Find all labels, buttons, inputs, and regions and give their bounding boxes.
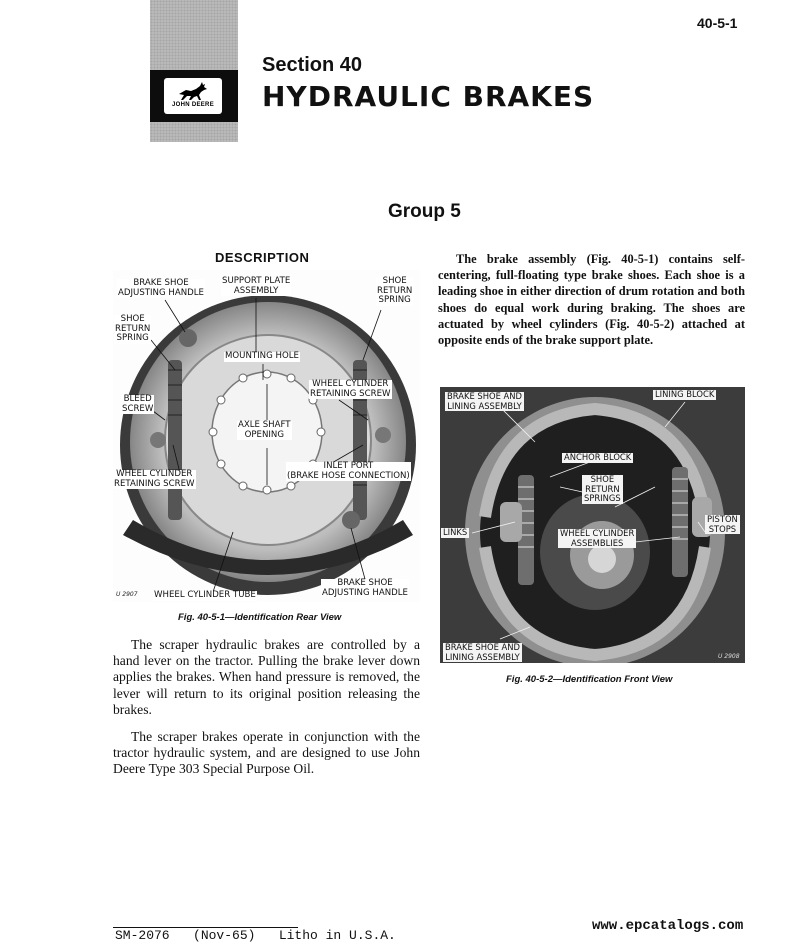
label-bleed-screw: BLEED SCREW [122, 394, 154, 414]
label-wheel-cylinder-retaining-screw-right: WHEEL CYLINDER RETAINING SCREW [310, 379, 391, 399]
figure1-id: U 2907 [116, 591, 138, 598]
description-heading: DESCRIPTION [215, 250, 310, 265]
figure1-caption: Fig. 40-5-1—Identification Rear View [178, 612, 342, 623]
figure2-caption: Fig. 40-5-2—Identification Front View [506, 674, 673, 685]
label-piston-stops: PISTON STOPS [707, 514, 738, 534]
label-lining-block: LINING BLOCK [655, 389, 715, 399]
brake-front-illustration [440, 387, 745, 663]
label-shoe-return-spring-right: SHOE RETURN SPRING [377, 276, 413, 305]
group-title: Group 5 [388, 201, 461, 222]
label-inlet-port: INLET PORT (BRAKE HOSE CONNECTION) [287, 461, 410, 481]
logo-plate [164, 78, 222, 114]
figure2-id: U 2908 [718, 653, 740, 660]
label-brake-shoe-lining-bottom: BRAKE SHOE AND LINING ASSEMBLY [445, 642, 521, 662]
label-wheel-cylinder-tube: WHEEL CYLINDER TUBE [154, 590, 256, 600]
label-anchor-block: ANCHOR BLOCK [564, 452, 632, 462]
label-shoe-return-springs: SHOE RETURN SPRINGS [584, 474, 621, 503]
logo-text: JOHN DEERE [171, 102, 214, 108]
deer-icon [177, 80, 209, 102]
label-support-plate-assembly: SUPPORT PLATE ASSEMBLY [222, 276, 291, 296]
section-label: Section 40 [262, 54, 363, 76]
label-shoe-return-spring-left: SHOE RETURN SPRING [115, 314, 151, 343]
label-links: LINKS [443, 527, 468, 537]
watermark: www.epcatalogs.com [592, 918, 744, 934]
footer-text: SM-2076 (Nov-65) Litho in U.S.A. [115, 928, 396, 943]
label-brake-shoe-adjusting-handle-bottom: BRAKE SHOE ADJUSTING HANDLE [322, 578, 408, 598]
section-title: HYDRAULIC BRAKES [262, 80, 595, 113]
john-deere-logo [150, 70, 238, 122]
label-wheel-cylinder-assemblies: WHEEL CYLINDER ASSEMBLIES [560, 528, 635, 548]
right-paragraph: The brake assembly (Fig. 40-5-1) contains self-centering, full-floating type brake shoes. Each shoe is a leading shoe in either direction of drum rotation and both shoes do equal work during braking. The shoes are actuated by wheel cylinders (Fig. 40-5-2) attached at opposite ends of the brake support plate. [438, 252, 745, 348]
left-paragraph-2: The scraper brakes operate in conjunction with the tractor hydraulic system, and are designed to use John Deere Type 303 Special Purpose Oil. [113, 729, 420, 777]
figure-rear-view [113, 270, 420, 602]
label-axle-shaft-opening: AXLE SHAFT OPENING [238, 420, 291, 440]
figure-front-view [440, 387, 745, 663]
label-wheel-cylinder-retaining-screw-left: WHEEL CYLINDER RETAINING SCREW [114, 469, 195, 489]
label-mounting-hole: MOUNTING HOLE [225, 351, 299, 361]
left-paragraph-1: The scraper hydraulic brakes are controlled by a hand lever on the tractor. Pulling the brake lever down applies the brakes. When hand pressure is removed, the lever will return to its original position releasing the brakes. [113, 637, 420, 717]
label-brake-shoe-adjusting-handle-top: BRAKE SHOE ADJUSTING HANDLE [118, 278, 204, 298]
label-brake-shoe-lining-top: BRAKE SHOE AND LINING ASSEMBLY [447, 391, 523, 411]
page-number: 40-5-1 [697, 15, 738, 31]
